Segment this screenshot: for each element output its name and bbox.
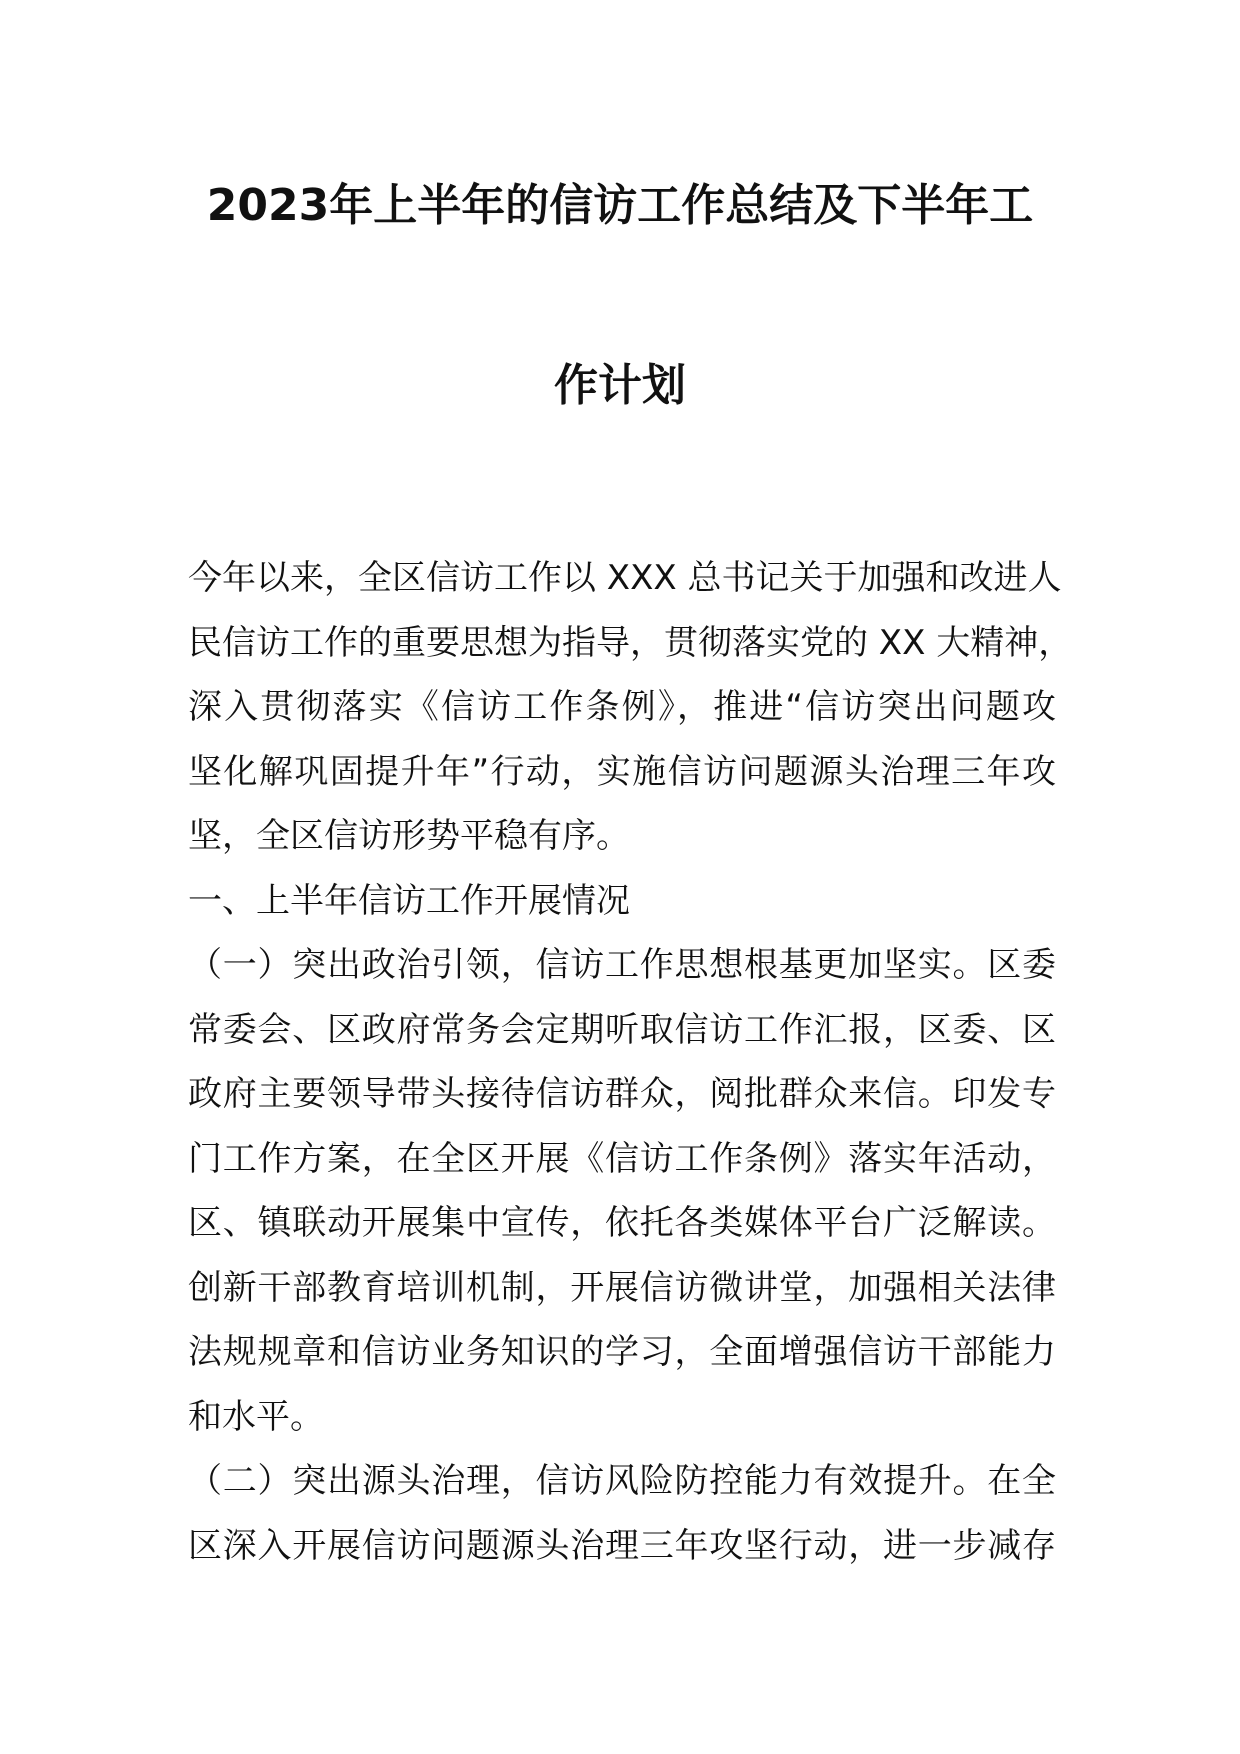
- section-heading: 一、上半年信访工作开展情况: [188, 880, 630, 921]
- document-body: [188, 546, 1073, 1578]
- body-line: 和水平。: [188, 1396, 324, 1437]
- body-line: 坚，全区信访形势平稳有序。: [188, 816, 630, 856]
- body-line: 今年以来，全区信访工作以 XXX 总书记关于加强和改进人: [188, 558, 1062, 598]
- body-line: 门工作方案，在全区开展《信访工作条例》落实年活动，: [188, 1138, 1056, 1179]
- body-line: 深入贯彻落实《信访工作条例》，推进“信访突出问题攻: [188, 687, 1056, 727]
- body-line: 民信访工作的重要思想为指导，贯彻落实党的 XX 大精神，: [188, 622, 1073, 663]
- body-line: 政府主要领导带头接待信访群众，阅批群众来信。印发专: [188, 1074, 1056, 1114]
- body-line: 创新干部教育培训机制，开展信访微讲堂，加强相关法律: [188, 1267, 1056, 1308]
- body-line: 区深入开展信访问题源头治理三年攻坚行动，进一步减存: [188, 1525, 1056, 1566]
- body-line: 坚化解巩固提升年”行动，实施信访问题源头治理三年攻: [188, 751, 1056, 792]
- body-line: （一）突出政治引领，信访工作思想根基更加坚实。区委: [188, 945, 1056, 985]
- document-title-line-1: 2023年上半年的信访工作总结及下半年工: [206, 180, 1034, 231]
- document-title-line-2: 作计划: [554, 360, 686, 411]
- body-line: 常委会、区政府常务会定期听取信访工作汇报，区委、区: [188, 1009, 1056, 1050]
- body-line: （二）突出源头治理，信访风险防控能力有效提升。在全: [188, 1461, 1056, 1501]
- body-line: 法规规章和信访业务知识的学习，全面增强信访干部能力: [188, 1332, 1056, 1372]
- body-line: 区、镇联动开展集中宣传，依托各类媒体平台广泛解读。: [188, 1203, 1056, 1243]
